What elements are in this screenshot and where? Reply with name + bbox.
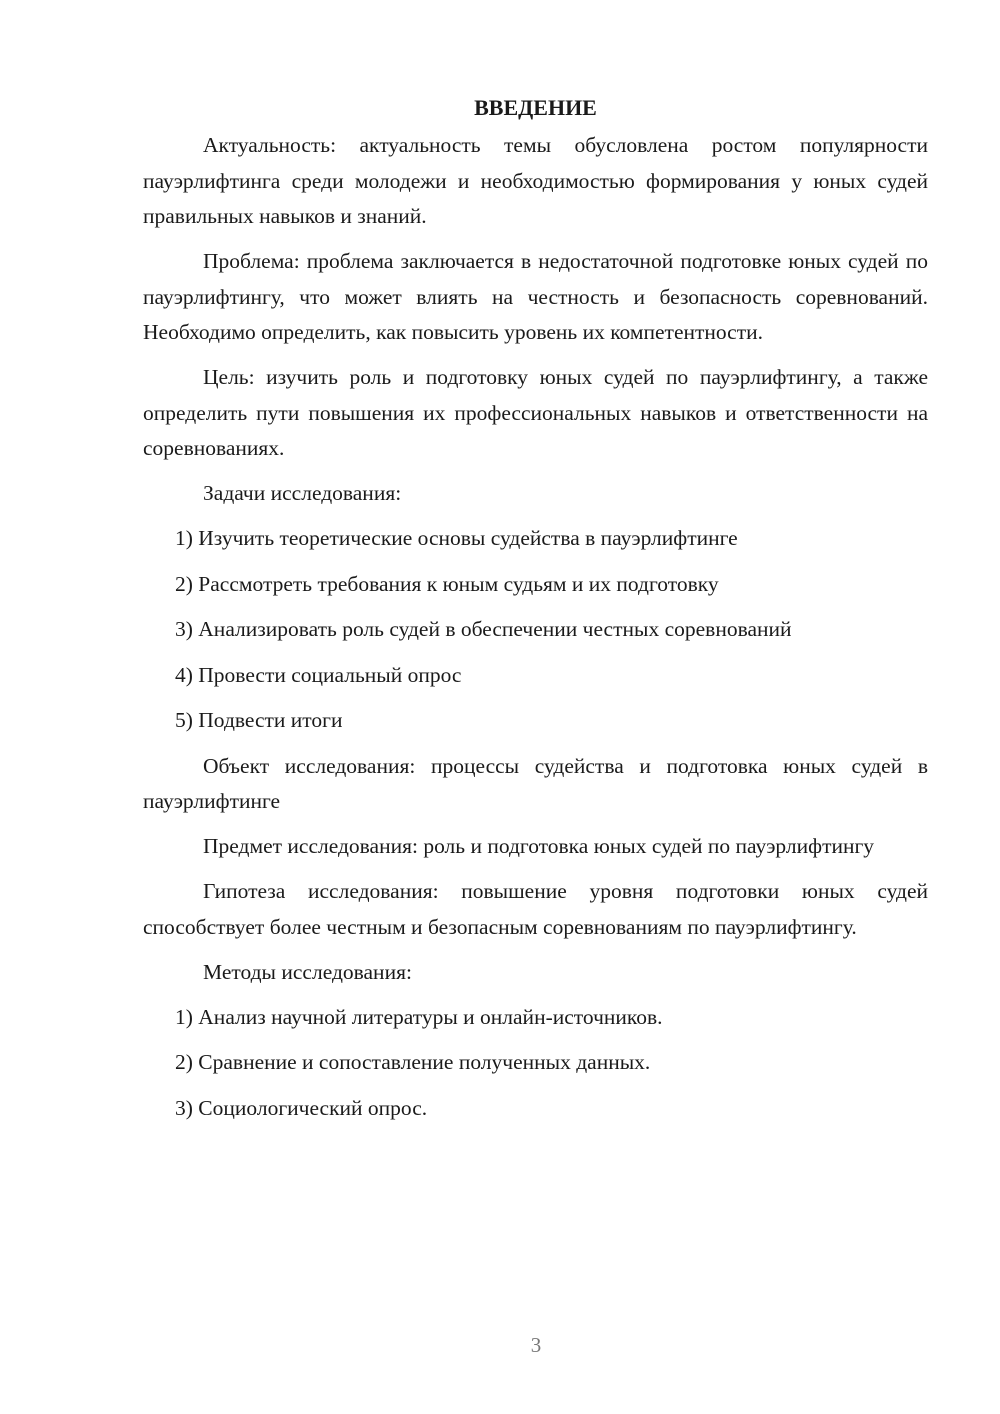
methods-heading: Методы исследования: bbox=[203, 959, 412, 984]
goal-text: изучить роль и подготовку юных судей по пауэрлифтингу, а также определить пути повышения их профессиональных навыков и ответственности на соревнованиях. bbox=[143, 365, 928, 460]
tasks-heading: Задачи исследования: bbox=[203, 481, 402, 505]
task-item: 1) Изучить теоретические основы судейства в пауэрлифтинге bbox=[175, 526, 738, 550]
task-item: 2) Рассмотреть требования к юным судьям и их подготовку bbox=[175, 571, 719, 596]
hypothesis-lead: Гипотеза исследования: bbox=[203, 879, 439, 903]
task-item: 3) Анализировать роль судей в обеспечении честных соревнований bbox=[175, 617, 792, 641]
document-page bbox=[143, 90, 928, 1136]
method-item: 2) Сравнение и сопоставление полученных данных. bbox=[175, 1050, 651, 1074]
task-item: 5) Подвести итоги bbox=[175, 708, 343, 732]
problem-lead: Проблема: bbox=[203, 249, 300, 273]
subject-text: роль и подготовка юных судей по пауэрлифтингу bbox=[417, 834, 875, 858]
goal-lead: Цель: bbox=[203, 365, 255, 389]
hypothesis-text: повышение уровня подготовки юных судей способствует более честным и безопасным соревнованиям по пауэрлифтингу. bbox=[143, 879, 929, 939]
relevance-paragraph bbox=[143, 128, 928, 235]
object-paragraph bbox=[143, 749, 928, 820]
section-title: ВВЕДЕНИЕ bbox=[474, 95, 597, 120]
relevance-lead: Актуальность: bbox=[203, 133, 337, 157]
subject-paragraph bbox=[143, 829, 928, 865]
object-text: процессы судейства и подготовка юных судей в пауэрлифтинге bbox=[143, 753, 928, 813]
task-item: 4) Провести социальный опрос bbox=[175, 662, 462, 687]
method-item: 3) Социологический опрос. bbox=[175, 1095, 428, 1120]
hypothesis-paragraph bbox=[143, 874, 928, 945]
problem-text: проблема заключается в недостаточной подготовке юных судей по пауэрлифтингу, что может влиять на честность и безопасность соревнований. Необходимо определить, как повысить уровень их компетентности. bbox=[143, 249, 928, 344]
subject-lead: Предмет исследования: bbox=[203, 834, 418, 858]
problem-paragraph bbox=[143, 244, 928, 351]
object-lead: Объект исследования: bbox=[203, 753, 416, 778]
relevance-text: актуальность темы обусловлена ростом популярности пауэрлифтинга среди молодежи и необходимостью формирования у юных судей правильных навыков и знаний. bbox=[143, 133, 928, 228]
method-item: 1) Анализ научной литературы и онлайн-источников. bbox=[175, 1004, 663, 1029]
page-number: 3 bbox=[530, 1333, 542, 1357]
goal-paragraph bbox=[143, 360, 928, 467]
